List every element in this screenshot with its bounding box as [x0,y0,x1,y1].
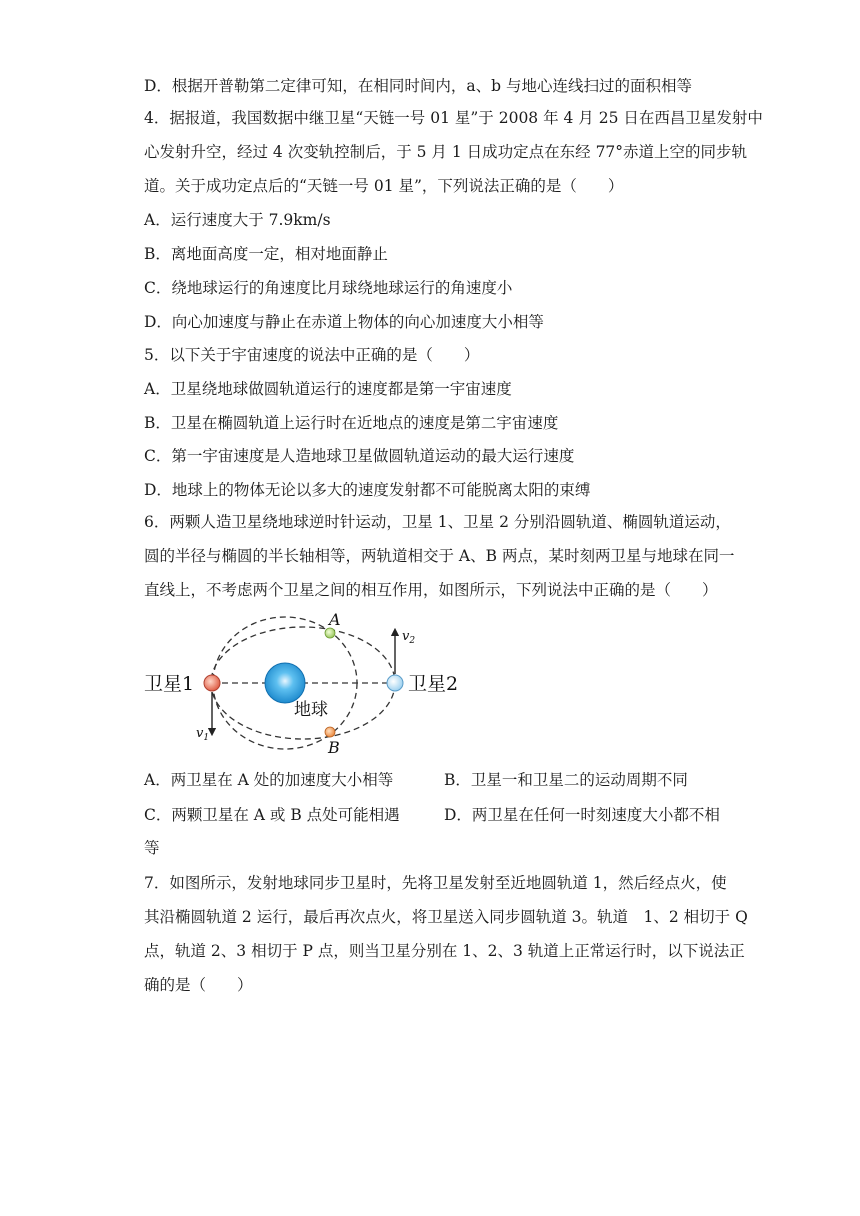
q5-option-d: D．地球上的物体无论以多大的速度发射都不可能脱离太阳的束缚 [144,481,591,499]
q4-stem-line-2: 心发射升空，经过 4 次变轨控制后，于 5 月 1 日成功定点在东经 77°赤道上空的同步轨 [144,143,748,161]
q7-stem-line-4: 确的是（ ） [144,976,253,994]
earth-icon [265,663,305,703]
q6-stem-line-2: 圆的半径与椭圆的半长轴相等，两轨道相交于 A、B 两点，某时刻两卫星与地球在同一 [144,547,735,565]
q6-option-c: C．两颗卫星在 A 或 B 点处可能相遇 [144,806,400,824]
q7-stem-line-1: 7．如图所示，发射地球同步卫星时，先将卫星发射至近地圆轨道 1，然后经点火，使 [144,874,727,892]
earth-label: 地球 [294,700,328,720]
q4-option-b: B．离地面高度一定，相对地面静止 [144,245,388,263]
satellite-1-label: 卫星1 [144,673,195,695]
q5-stem: 5．以下关于宇宙速度的说法中正确的是（ ） [144,346,480,364]
q6-stem-line-1: 6．两颗人造卫星绕地球逆时针运动，卫星 1、卫星 2 分别沿圆轨道、椭圆轨道运动， [144,513,731,531]
q6-option-a: A．两卫星在 A 处的加速度大小相等 [144,771,394,789]
orbit-diagram [140,606,470,758]
point-b-icon [325,727,335,737]
satellite-1-icon [204,675,220,691]
q5-option-c: C．第一宇宙速度是人造地球卫星做圆轨道运动的最大运行速度 [144,447,575,465]
q3-option-d: D．根据开普勒第二定律可知，在相同时间内，a、b 与地心连线扫过的面积相等 [144,77,693,95]
q4-option-a: A．运行速度大于 7.9km/s [144,211,331,229]
q6-stem-line-3: 直线上，不考虑两个卫星之间的相互作用，如图所示，下列说法中正确的是（ ） [144,581,718,599]
q4-option-c: C．绕地球运行的角速度比月球绕地球运行的角速度小 [144,279,513,297]
q7-stem-line-2: 其沿椭圆轨道 2 运行，最后再次点火，将卫星送入同步圆轨道 3。轨道 1、2 相切于 Q [144,908,748,926]
v1-label: $v_1$ [196,726,210,743]
v2-label: $v_2$ [402,629,416,646]
point-a-icon [325,628,335,638]
point-a-label: A [329,610,341,629]
q7-stem-line-3: 点，轨道 2、3 相切于 P 点，则当卫星分别在 1、2、3 轨道上正常运行时，以下说法正 [144,942,745,960]
q4-option-d: D．向心加速度与静止在赤道上物体的向心加速度大小相等 [144,313,544,331]
q6-option-d: D．两卫星在任何一时刻速度大小都不相 [444,806,720,824]
q6-option-d-continuation: 等 [144,839,160,857]
q4-stem-line-1: 4．据报道，我国数据中继卫星“天链一号 01 星”于 2008 年 4 月 25 日在西昌卫星发射中 [144,109,763,127]
q4-stem-line-3: 道。关于成功定点后的“天链一号 01 星”，下列说法正确的是（ ） [144,177,624,195]
q6-option-b: B．卫星一和卫星二的运动周期不同 [444,771,688,789]
satellite-2-label: 卫星2 [408,673,459,695]
point-b-label: B [328,738,340,757]
satellite-2-icon [387,675,403,691]
q5-option-a: A．卫星绕地球做圆轨道运行的速度都是第一宇宙速度 [144,380,512,398]
q5-option-b: B．卫星在椭圆轨道上运行时在近地点的速度是第二宇宙速度 [144,414,559,432]
